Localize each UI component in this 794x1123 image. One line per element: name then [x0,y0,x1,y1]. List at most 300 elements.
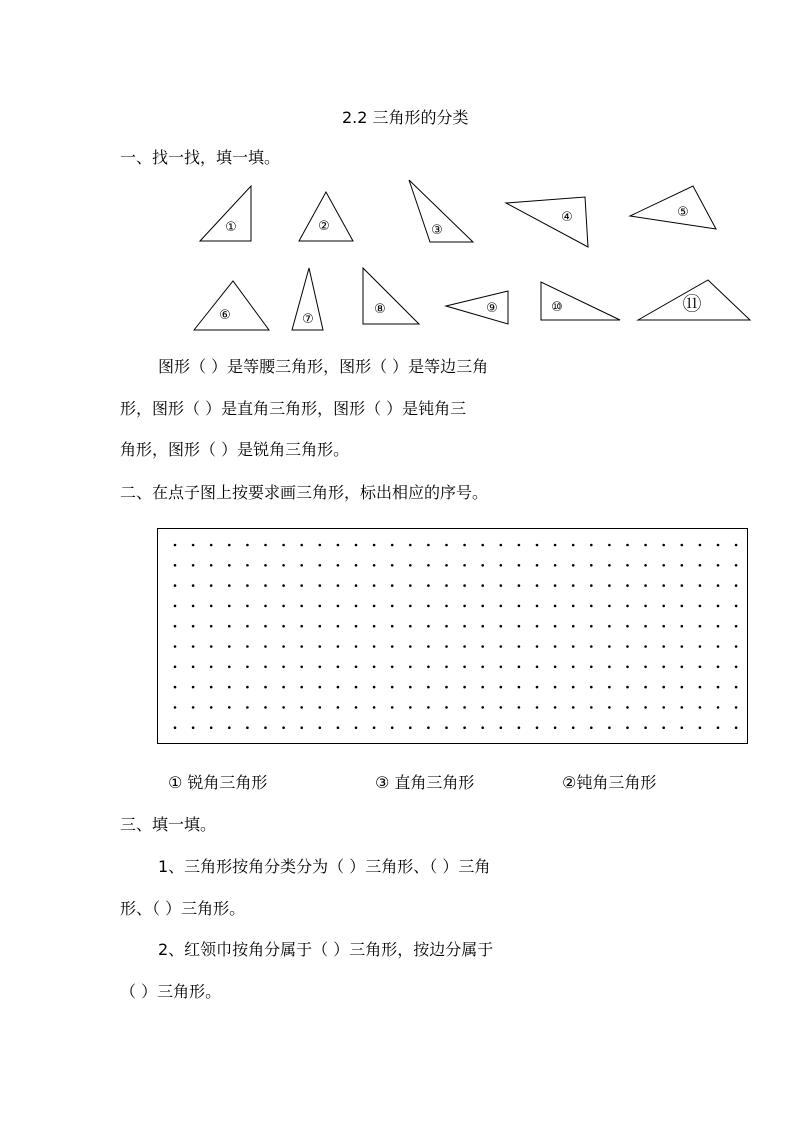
grid-dot [228,544,231,547]
grid-dot [735,726,738,729]
grid-dot [300,564,303,567]
grid-dot [626,666,629,669]
grid-dot [681,605,684,608]
triangle-label-11: ⑪ [682,293,702,315]
grid-dot [427,666,430,669]
grid-dot [662,706,665,709]
grid-dot [337,625,340,628]
grid-dot [572,726,575,729]
grid-dot [282,544,285,547]
grid-dot [246,625,249,628]
grid-dot [210,706,213,709]
triangle-label-5: ⑤ [677,205,689,220]
grid-dot [644,584,647,587]
grid-dot [481,564,484,567]
grid-dot [518,564,521,567]
grid-dot [518,625,521,628]
grid-dot [445,625,448,628]
section1-heading: 一、找一找，填一填。 [120,148,281,167]
grid-dot [717,625,720,628]
grid-dot [319,605,322,608]
grid-dot [174,645,177,648]
grid-dot [264,544,267,547]
grid-dot [300,726,303,729]
grid-dot [662,625,665,628]
grid-dot [717,666,720,669]
triangle-label-2: ② [318,219,330,234]
grid-dot [463,605,466,608]
grid-dot [644,645,647,648]
grid-dot [681,666,684,669]
grid-dot [463,686,466,689]
grid-dot [192,605,195,608]
grid-dot [518,584,521,587]
grid-dot [463,564,466,567]
grid-dot [264,645,267,648]
grid-dot [319,584,322,587]
grid-dot [228,726,231,729]
grid-dot [409,706,412,709]
grid-dot [246,666,249,669]
grid-dot [210,726,213,729]
grid-dot [554,564,557,567]
grid-dot [445,686,448,689]
grid-dot [463,645,466,648]
grid-dot [337,706,340,709]
grid-dot [572,706,575,709]
triangle-figures [0,0,794,340]
section1-line3: 角形，图形（ ）是锐角三角形。 [120,440,350,459]
grid-dot [355,666,358,669]
grid-dot [337,666,340,669]
grid-dot [228,605,231,608]
grid-dot [264,625,267,628]
grid-dot [228,666,231,669]
grid-dot [463,706,466,709]
grid-dot [463,544,466,547]
grid-dot [518,666,521,669]
grid-dot [626,686,629,689]
grid-dot [300,706,303,709]
triangle-label-4: ④ [561,210,573,225]
grid-dot [319,544,322,547]
grid-dot [662,666,665,669]
grid-dot [210,544,213,547]
grid-dot [391,544,394,547]
grid-dot [554,605,557,608]
grid-dot [608,584,611,587]
grid-dot [282,686,285,689]
grid-dot [481,686,484,689]
section3-q2-line1: 2、红领巾按角分属于（ ）三角形，按边分属于 [158,940,494,959]
grid-dot [626,605,629,608]
section3-q1-line2: 形、（ ）三角形。 [120,899,246,918]
grid-dot [174,605,177,608]
grid-dot [264,666,267,669]
grid-dot [681,544,684,547]
grid-dot [445,544,448,547]
grid-dot [174,666,177,669]
grid-dot [481,544,484,547]
grid-dot [662,544,665,547]
page-title: 2.2 三角形的分类 [342,108,469,127]
grid-dot [300,605,303,608]
grid-dot [481,605,484,608]
grid-dot [210,686,213,689]
grid-dot [391,584,394,587]
grid-dot [373,564,376,567]
grid-dot [391,666,394,669]
section1-line2: 形，图形（ ）是直角三角形，图形（ ）是钝角三 [120,399,467,418]
grid-dot [300,584,303,587]
grid-dot [608,625,611,628]
grid-dot [572,564,575,567]
grid-dot [644,544,647,547]
grid-dot [246,564,249,567]
grid-dot [427,605,430,608]
grid-dot [481,726,484,729]
grid-dot [735,666,738,669]
grid-dot [681,686,684,689]
grid-dot [282,625,285,628]
grid-dot [554,625,557,628]
grid-dot [246,605,249,608]
grid-dot [355,605,358,608]
grid-dot [590,544,593,547]
grid-dot [626,564,629,567]
grid-dot [518,544,521,547]
grid-dot [373,584,376,587]
grid-dot [608,666,611,669]
grid-dot [608,726,611,729]
grid-dot [264,605,267,608]
triangle-4 [506,197,588,247]
grid-dot [228,645,231,648]
grid-dot [699,584,702,587]
grid-dot [228,564,231,567]
grid-dot [319,726,322,729]
grid-dot [699,625,702,628]
grid-dot [282,605,285,608]
grid-dot [300,666,303,669]
grid-dot [536,666,539,669]
grid-dot [210,645,213,648]
grid-dot [391,706,394,709]
grid-dot [481,584,484,587]
grid-dot [337,686,340,689]
grid-dot [500,645,503,648]
grid-dot [644,726,647,729]
grid-dot [409,625,412,628]
grid-dot [717,706,720,709]
grid-dot [662,726,665,729]
section3-q1-line1: 1、三角形按角分类分为（ ）三角形、（ ）三角 [158,857,491,876]
grid-dot [300,625,303,628]
grid-dot [192,645,195,648]
grid-dot [536,544,539,547]
grid-dot [590,625,593,628]
grid-dot [518,686,521,689]
grid-dot [590,666,593,669]
grid-dot [608,544,611,547]
grid-dot [373,544,376,547]
grid-dot [337,645,340,648]
grid-dot [644,706,647,709]
grid-dot [608,645,611,648]
grid-dot [481,666,484,669]
grid-dot [662,605,665,608]
grid-dot [554,686,557,689]
grid-dot [210,564,213,567]
grid-dot [427,584,430,587]
grid-dot [427,645,430,648]
triangle-label-6: ⑥ [219,308,231,323]
grid-dot [717,645,720,648]
grid-dot [427,686,430,689]
grid-dot [644,564,647,567]
grid-dot [699,544,702,547]
grid-dot [590,645,593,648]
grid-dot [282,645,285,648]
grid-dot [355,726,358,729]
grid-dot [319,645,322,648]
triangle-label-3: ③ [431,223,443,238]
grid-dot [500,584,503,587]
grid-dot [699,726,702,729]
grid-dot [246,726,249,729]
grid-dot [445,645,448,648]
grid-dot [445,706,448,709]
triangle-label-7: ⑦ [302,312,314,327]
grid-dot [536,726,539,729]
grid-dot [391,605,394,608]
grid-dot [192,544,195,547]
legend-acute: ① 锐角三角形 [168,773,268,792]
grid-dot [300,686,303,689]
grid-dot [409,666,412,669]
grid-dot [699,686,702,689]
grid-dot [554,666,557,669]
grid-dot [626,544,629,547]
grid-dot [699,564,702,567]
grid-dot [681,726,684,729]
dot-grid-area[interactable] [157,528,748,744]
grid-dot [518,706,521,709]
grid-dot [644,625,647,628]
grid-dot [210,584,213,587]
grid-dot [481,625,484,628]
grid-dot [373,645,376,648]
grid-dot [445,605,448,608]
grid-dot [463,726,466,729]
grid-dot [590,564,593,567]
grid-dot [300,544,303,547]
grid-dot [192,686,195,689]
grid-dot [735,645,738,648]
grid-dot [681,625,684,628]
grid-dot [174,564,177,567]
grid-dot [391,726,394,729]
grid-dot [246,686,249,689]
grid-dot [264,686,267,689]
grid-dot [445,666,448,669]
grid-dot [463,666,466,669]
grid-dot [319,666,322,669]
grid-dot [337,605,340,608]
grid-dot [572,666,575,669]
grid-dot [717,564,720,567]
grid-dot [210,625,213,628]
grid-dot [391,686,394,689]
grid-dot [626,584,629,587]
grid-dot [174,544,177,547]
grid-dot [554,645,557,648]
triangle-label-9: ⑨ [486,301,498,316]
grid-dot [355,544,358,547]
grid-dot [373,605,376,608]
grid-dot [264,584,267,587]
grid-dot [445,726,448,729]
grid-dot [373,625,376,628]
grid-dot [681,645,684,648]
grid-dot [735,625,738,628]
grid-dot [572,605,575,608]
grid-dot [699,706,702,709]
grid-dot [282,584,285,587]
grid-dot [518,645,521,648]
grid-dot [536,645,539,648]
grid-dot [282,706,285,709]
grid-dot [681,564,684,567]
grid-dot [174,625,177,628]
grid-dot [210,605,213,608]
triangle-6 [194,281,269,330]
grid-dot [264,706,267,709]
grid-dot [355,645,358,648]
grid-dot [319,564,322,567]
grid-dot [481,645,484,648]
grid-dot [174,726,177,729]
grid-dot [536,564,539,567]
grid-dot [644,605,647,608]
grid-dot [608,564,611,567]
grid-dot [192,625,195,628]
grid-dot [590,726,593,729]
grid-dot [192,666,195,669]
grid-dot [608,706,611,709]
grid-dot [246,645,249,648]
grid-dot [355,686,358,689]
grid-dot [445,564,448,567]
grid-dot [717,544,720,547]
grid-dot [717,584,720,587]
grid-dot [409,584,412,587]
grid-dot [391,645,394,648]
grid-dot [500,726,503,729]
grid-dot [319,625,322,628]
grid-dot [662,584,665,587]
grid-dot [409,564,412,567]
grid-dot [427,726,430,729]
triangle-label-8: ⑧ [374,302,386,317]
legend-right: ③ 直角三角形 [375,773,475,792]
grid-dot [355,625,358,628]
grid-dot [427,625,430,628]
grid-dot [536,686,539,689]
grid-dot [644,686,647,689]
grid-dot [174,686,177,689]
grid-dot [626,645,629,648]
grid-dot [500,706,503,709]
grid-dot [681,706,684,709]
section3-q2-line2: （ ）三角形。 [120,982,222,1001]
grid-dot [282,564,285,567]
grid-dot [500,564,503,567]
grid-dot [300,645,303,648]
grid-dot [735,544,738,547]
grid-dot [463,625,466,628]
grid-dot [518,605,521,608]
grid-dot [717,686,720,689]
grid-dot [264,726,267,729]
grid-dot [228,686,231,689]
grid-dot [572,625,575,628]
grid-dot [500,686,503,689]
grid-dot [626,726,629,729]
grid-dot [337,544,340,547]
grid-dot [536,625,539,628]
grid-dot [282,726,285,729]
legend-obtuse: ②钝角三角形 [562,773,657,792]
grid-dot [409,726,412,729]
grid-dot [500,625,503,628]
grid-dot [373,706,376,709]
grid-dot [572,686,575,689]
grid-dot [481,706,484,709]
grid-dot [590,605,593,608]
grid-dot [319,706,322,709]
grid-dot [536,584,539,587]
grid-dot [554,706,557,709]
grid-dot [409,544,412,547]
grid-dot [355,564,358,567]
grid-dot [337,564,340,567]
grid-dot [699,666,702,669]
grid-dot [373,686,376,689]
triangle-8 [363,268,419,324]
grid-dot [735,706,738,709]
grid-dot [608,686,611,689]
grid-dot [463,584,466,587]
grid-dot [626,625,629,628]
grid-dot [500,544,503,547]
grid-dot [409,645,412,648]
grid-dot [409,605,412,608]
grid-dot [572,645,575,648]
grid-dot [192,584,195,587]
grid-dot [554,544,557,547]
grid-dot [554,584,557,587]
grid-dot [699,605,702,608]
grid-dot [572,544,575,547]
grid-dot [590,584,593,587]
grid-dot [662,686,665,689]
grid-dot [246,544,249,547]
grid-dot [735,564,738,567]
grid-dot [536,605,539,608]
grid-dot [264,564,267,567]
grid-dot [409,686,412,689]
